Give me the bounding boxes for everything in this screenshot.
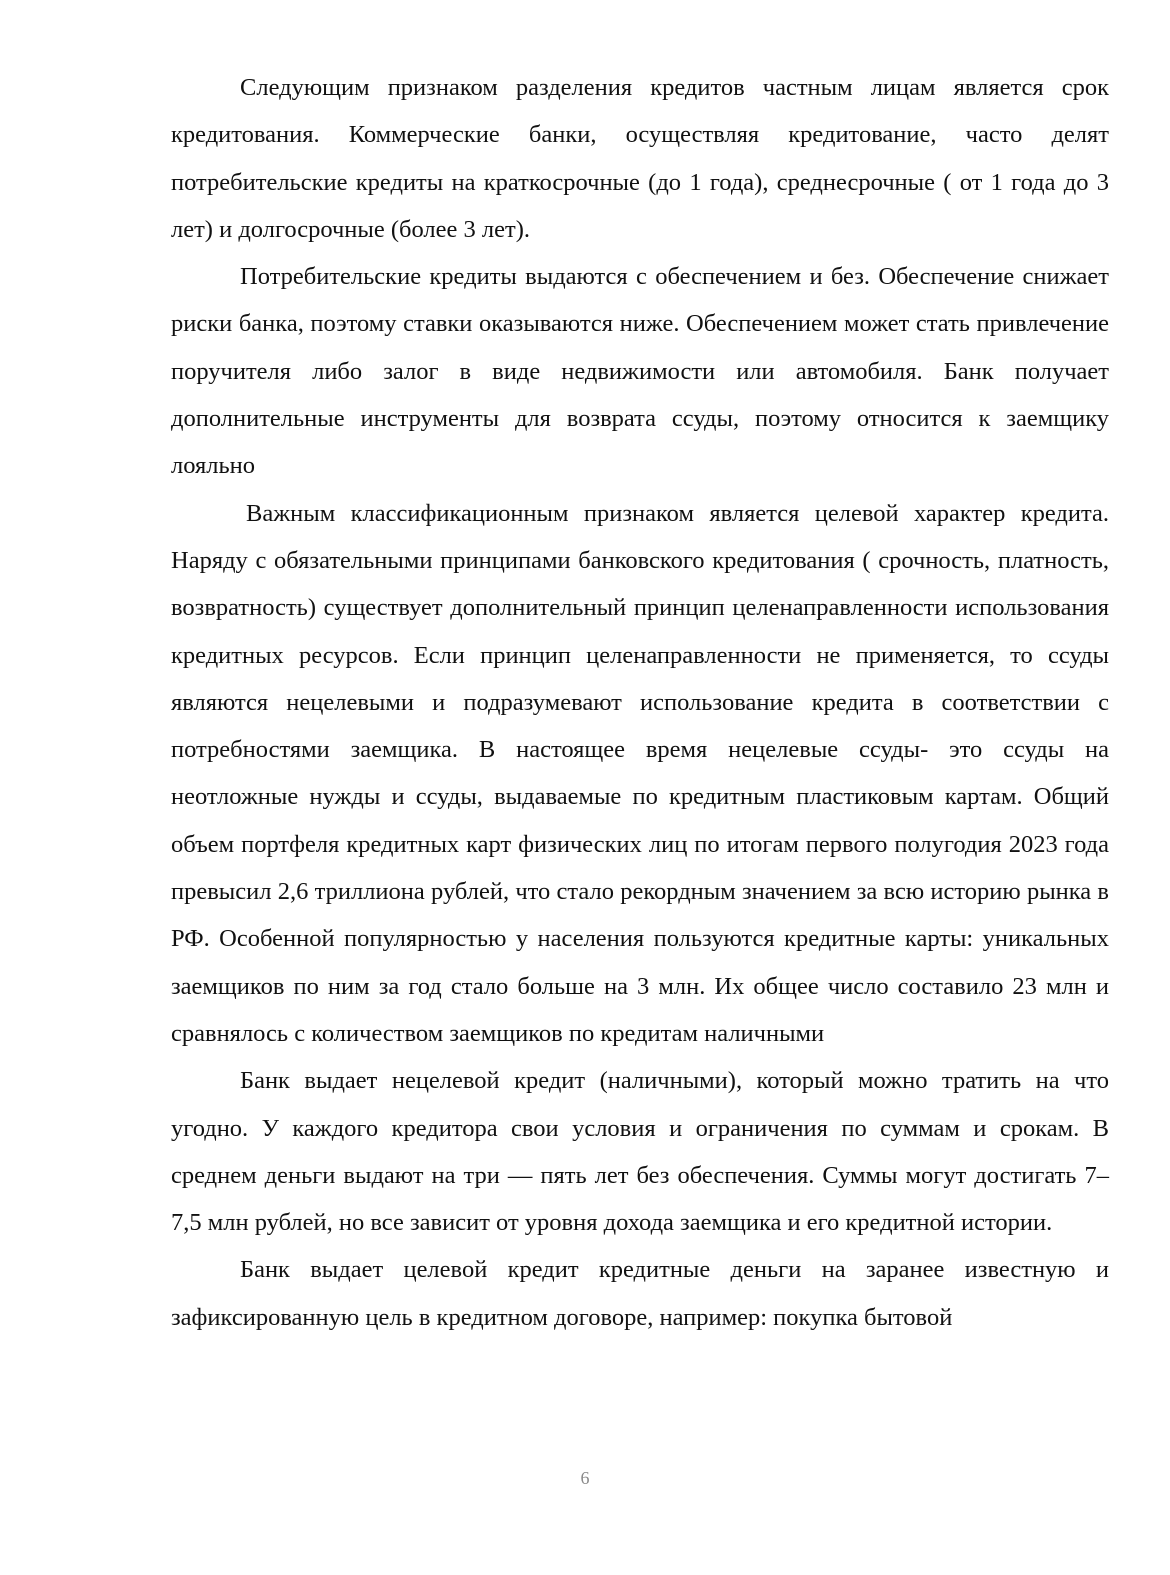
paragraph-loan-term: Следующим признаком разделения кредитов частным лицам является срок кредитования. Коммерческие банки, осуществляя кредитование, часто делят потребительские кредиты на краткосрочные (до 1 года), среднесрочные ( от 1 года до 3 лет) и долгосрочные (более 3 лет). <box>171 74 1109 243</box>
paragraph-non-target-loan: Банк выдает нецелевой кредит (наличными), который можно тратить на что угодно. У каждого кредитора свои условия и ограничения по суммам и срокам. В среднем деньги выдают на три — пять лет без обеспечения. Суммы могут достигать 7–7,5 млн рублей, но все зависит от уровня дохода заемщика и его кредитной истории. <box>171 1067 1109 1237</box>
paragraph-purpose: Важным классификационным признаком является целевой характер кредита. Наряду с обязательными принципами банковского кредитования ( срочность, платность, возвратность) существует дополнительный принцип целенаправленности использования кредитных ресурсов. Если принцип целенаправленности не применяется, то ссуды являются нецелевыми и подразумевают использование кредита в соответствии с потребностями заемщика. В настоящее время нецелевые ссуды- это ссуды на неотложные нужды и ссуды, выдаваемые по кредитным пластиковым картам. Общий объем портфеля кредитных карт физических лиц по итогам первого полугодия 2023 года превысил 2,6 триллиона рублей, что стало рекордным значением за всю историю рынка в РФ. Особенной популярностью у населения пользуются кредитные карты: уникальных заемщиков по ним за год стало больше на 3 млн. Их общее число составило 23 млн и сравнялось с количеством заемщиков по кредитам наличными <box>171 499 1109 1047</box>
paragraph-collateral: Потребительские кредиты выдаются с обеспечением и без. Обеспечение снижает риски банка, поэтому ставки оказываются ниже. Обеспечением может стать привлечение поручителя либо залог в виде недвижимости или автомобиля. Банк получает дополнительные инструменты для возврата ссуды, поэтому относится к заемщику лояльно <box>171 263 1109 480</box>
page-number: 6 <box>580 1468 590 1488</box>
document-page <box>171 64 1109 1341</box>
paragraph-target-loan: Банк выдает целевой кредит кредитные деньги на заранее известную и зафиксированную цель в кредитном договоре, например: покупка бытовой <box>171 1256 1109 1331</box>
